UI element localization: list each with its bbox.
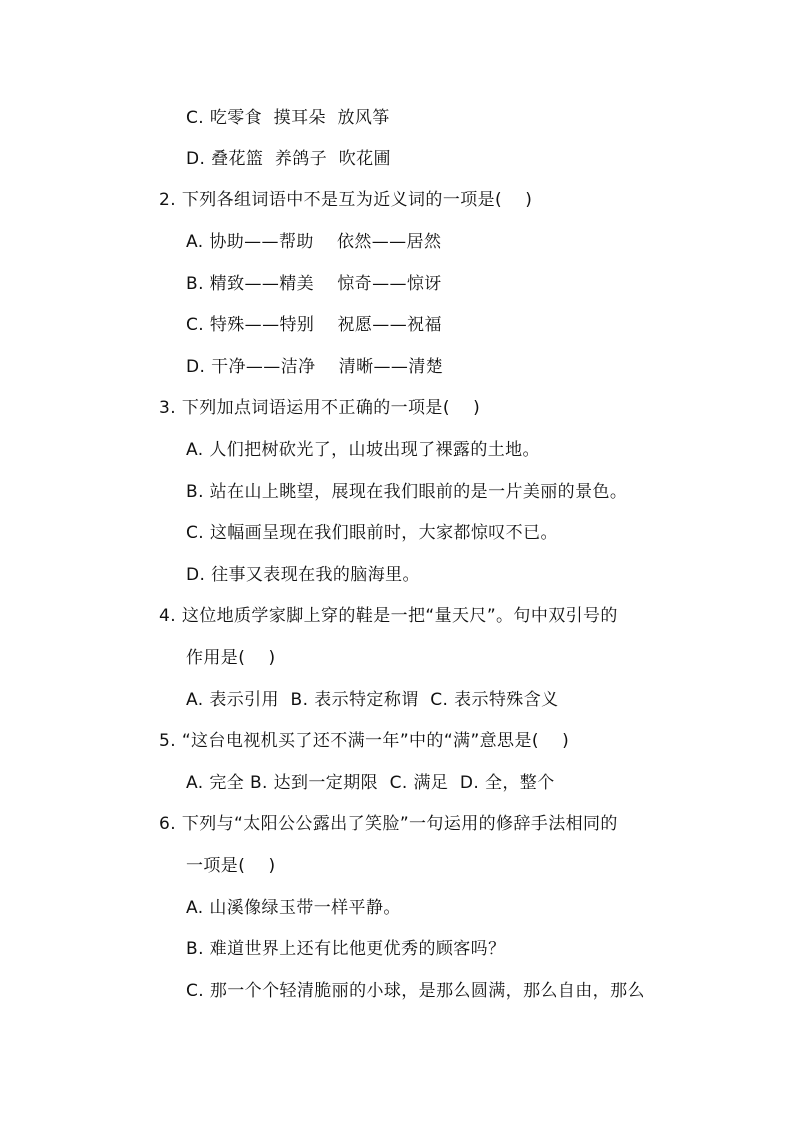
q3-option-c: C. 这幅画呈现在我们眼前时，大家都惊叹不已。 bbox=[186, 523, 558, 543]
question-6-continued: 一项是( ) bbox=[186, 856, 276, 876]
q6-option-a: A. 山溪像绿玉带一样平静。 bbox=[186, 898, 401, 918]
q3-option-d: D. 往事又表现在我的脑海里。 bbox=[186, 565, 420, 585]
q2-option-d: D. 干净——洁净 清晰——清楚 bbox=[186, 357, 444, 377]
q5-options: A. 完全 B. 达到一定期限 C. 满足 D. 全，整个 bbox=[186, 773, 555, 793]
question-4: 4. 这位地质学家脚上穿的鞋是一把“量天尺”。句中双引号的 bbox=[159, 606, 618, 626]
question-2: 2. 下列各组词语中不是互为近义词的一项是( ) bbox=[159, 190, 533, 210]
question-6: 6. 下列与“太阳公公露出了笑脸”一句运用的修辞手法相同的 bbox=[159, 814, 618, 834]
q3-option-a: A. 人们把树砍光了，山坡出现了裸露的土地。 bbox=[186, 440, 540, 460]
option-c-words: C. 吃零食 摸耳朵 放风筝 bbox=[186, 108, 390, 128]
question-4-continued: 作用是( ) bbox=[186, 648, 276, 668]
question-5: 5. “这台电视机买了还不满一年”中的“满”意思是( ) bbox=[159, 731, 570, 751]
q3-option-b: B. 站在山上眺望，展现在我们眼前的是一片美丽的景色。 bbox=[186, 482, 628, 502]
q6-option-b: B. 难道世界上还有比他更优秀的顾客吗？ bbox=[186, 939, 506, 959]
q2-option-c: C. 特殊——特别 祝愿——祝福 bbox=[186, 315, 442, 335]
question-3: 3. 下列加点词语运用不正确的一项是( ) bbox=[159, 398, 481, 418]
q6-option-c: C. 那一个个轻清脆丽的小球，是那么圆满，那么自由，那么 bbox=[186, 981, 645, 1001]
q4-options: A. 表示引用 B. 表示特定称谓 C. 表示特殊含义 bbox=[186, 690, 559, 710]
q2-option-a: A. 协助——帮助 依然——居然 bbox=[186, 232, 442, 252]
option-d-words: D. 叠花篮 养鸽子 吹花圃 bbox=[186, 149, 391, 169]
q2-option-b: B. 精致——精美 惊奇——惊讶 bbox=[186, 274, 442, 294]
